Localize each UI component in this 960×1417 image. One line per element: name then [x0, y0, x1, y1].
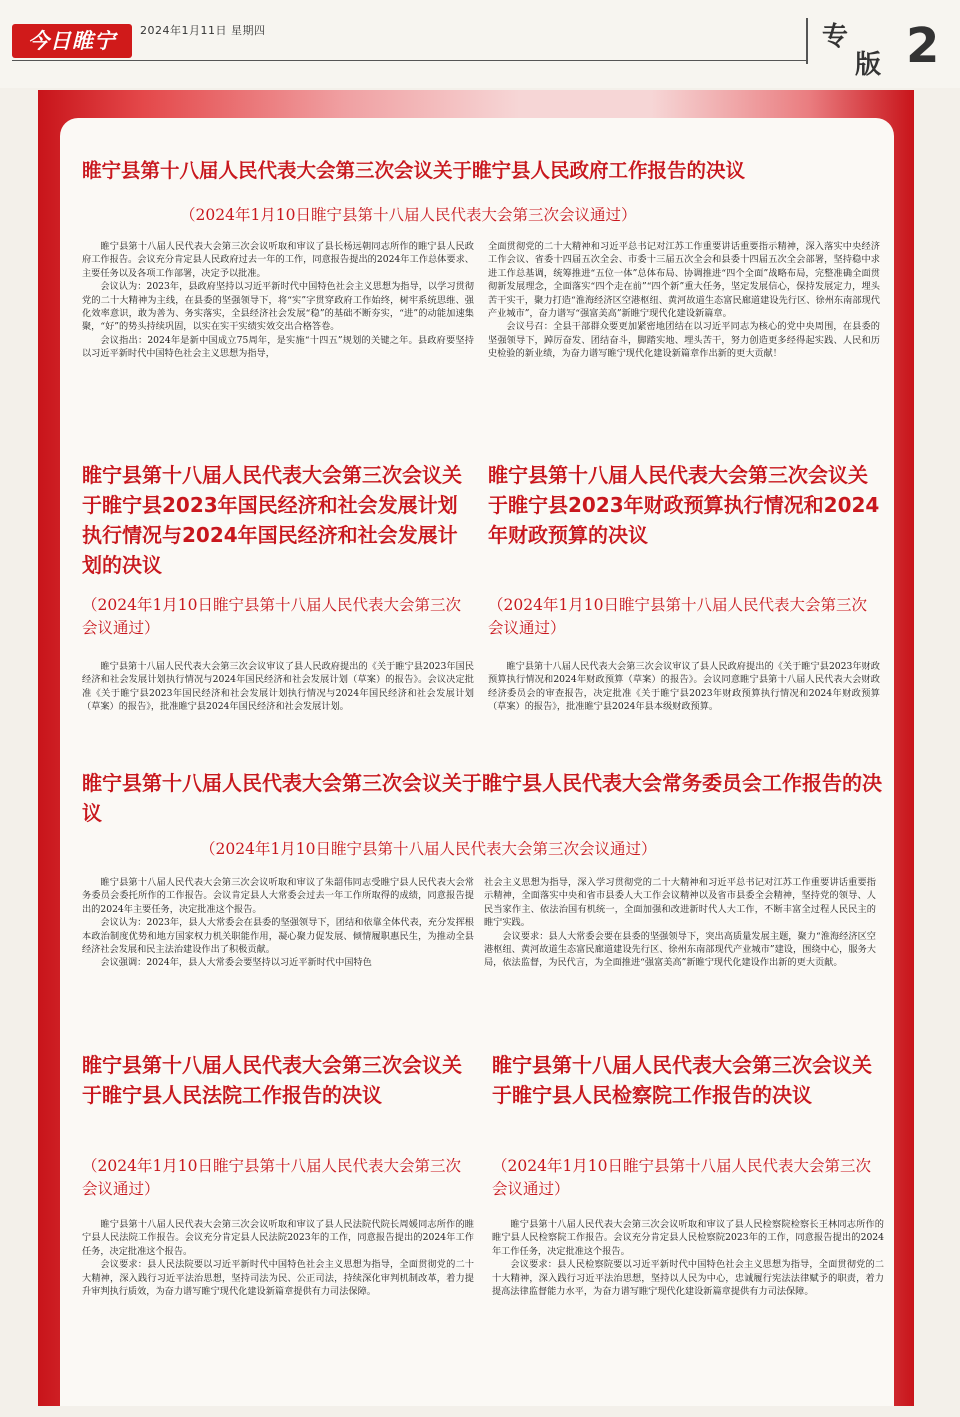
- article-body-economic-plan: [82, 660, 474, 714]
- article-body-government-report-left: [82, 240, 474, 361]
- paragraph: 会议认为：2023年，县政府坚持以习近平新时代中国特色社会主义思想为指导，以学习贯彻党的二十大精神为主线，在县委的坚强领导下，将“实”字贯穿政府工作始终，树牢系统思维、强化效率意识，敢为善为、务实落实，全县经济社会发展“稳”的基础不断夯实，“进”的动能加速集聚，“好”的势头持续巩固，以实在实干实绩实效交出合格答卷。: [82, 281, 474, 333]
- article-body-procuratorate-report: [492, 1218, 884, 1298]
- paragraph: 睢宁县第十八届人民代表大会第三次会议听取和审议了县人民法院代院长周媛同志所作的睢宁县人民法院工作报告。会议充分肯定县人民法院2023年的工作，同意报告提出的2024年工作任务，决定批准这个报告。: [82, 1219, 474, 1257]
- paragraph: 睢宁县第十八届人民代表大会第三次会议听取和审议了朱韶伟同志受睢宁县人民代表大会常务委员会委托所作的工作报告。会议肯定县人大常委会过去一年工作所取得的成绩，同意报告提出的2024年主要任务，决定批准这个报告。: [82, 877, 474, 915]
- article-body-fiscal-budget: [488, 660, 880, 714]
- paragraph: 会议要求：县人民检察院要以习近平新时代中国特色社会主义思想为指导，全面贯彻党的二十大精神，深入践行习近平法治思想，坚持以人民为中心，忠诚履行宪法法律赋予的职责，着力提高法律监督能力水平，为奋力谱写睢宁现代化建设新篇章提供有力司法保障。: [492, 1259, 884, 1298]
- page-header: [0, 0, 960, 88]
- newspaper-logo: 今日睢宁: [12, 24, 132, 58]
- article-subtitle-standing-committee: （2024年1月10日睢宁县第十八届人民代表大会第三次会议通过）: [200, 840, 657, 858]
- article-body-standing-committee-right: [484, 876, 876, 970]
- paragraph: 会议号召：全县干部群众要更加紧密地团结在以习近平同志为核心的党中央周围，在县委的坚强领导下，踔厉奋发、团结奋斗，脚踏实地、埋头苦干，努力创造更多经得起实践、人民和历史检验的新业绩，为奋力谱写睢宁现代化建设新篇章作出新的更大贡献！: [488, 321, 880, 360]
- article-subtitle-court-report: （2024年1月10日睢宁县第十八届人民代表大会第三次会议通过）: [82, 1157, 462, 1198]
- issue-date: 2024年1月11日 星期四: [140, 24, 266, 37]
- article-title-government-report: 睢宁县第十八届人民代表大会第三次会议关于睢宁县人民政府工作报告的决议: [82, 159, 746, 182]
- paragraph: 睢宁县第十八届人民代表大会第三次会议听取和审议了县人民检察院检察长王林同志所作的睢宁县人民检察院工作报告。会议充分肯定县人民检察院2023年的工作，同意报告提出的2024年工作任务，决定批准这个报告。: [492, 1219, 884, 1257]
- article-title-fiscal-budget: 睢宁县第十八届人民代表大会第三次会议关于睢宁县2023年财政预算执行情况和2024年财政预算的决议: [488, 463, 880, 547]
- paragraph: 会议指出：2024年是新中国成立75周年，是实施“十四五”规划的关键之年。县政府要坚持以习近平新时代中国特色社会主义思想为指导，: [82, 334, 474, 360]
- paragraph: 睢宁县第十八届人民代表大会第三次会议审议了县人民政府提出的《关于睢宁县2023年国民经济和社会发展计划执行情况与2024年国民经济和社会发展计划（草案）的报告》。会议决定批准《关于睢宁县2023年国民经济和社会发展计划执行情况与2024年国民经济和社会发展计划（草案）的报告》，批准睢宁县2024年国民经济和社会发展计划。: [82, 661, 474, 713]
- article-subtitle-procuratorate-report: （2024年1月10日睢宁县第十八届人民代表大会第三次会议通过）: [492, 1157, 872, 1198]
- article-subtitle-fiscal-budget: （2024年1月10日睢宁县第十八届人民代表大会第三次会议通过）: [488, 596, 868, 637]
- article-title-standing-committee: 睢宁县第十八届人民代表大会第三次会议关于睢宁县人民代表大会常务委员会工作报告的决议: [82, 771, 882, 825]
- header-divider: [806, 18, 808, 64]
- paragraph: 睢宁县第十八届人民代表大会第三次会议听取和审议了县长杨远朝同志所作的睢宁县人民政府工作报告。会议充分肯定县人民政府过去一年的工作，同意报告提出的2024年工作总体要求、主要任务以及各项工作部署，决定予以批准。: [82, 241, 474, 279]
- article-title-economic-plan: 睢宁县第十八届人民代表大会第三次会议关于睢宁县2023年国民经济和社会发展计划执行情况与2024年国民经济和社会发展计划的决议: [82, 463, 462, 577]
- article-title-court-report: 睢宁县第十八届人民代表大会第三次会议关于睢宁县人民法院工作报告的决议: [82, 1053, 462, 1107]
- paragraph: 睢宁县第十八届人民代表大会第三次会议审议了县人民政府提出的《关于睢宁县2023年财政预算执行情况和2024年财政预算（草案）的报告》。会议同意睢宁县第十八届人民代表大会财政经济委员会的审查报告，决定批准《关于睢宁县2023年财政预算执行情况和2024年财政预算（草案）的报告》，批准睢宁县2024年县本级财政预算。: [488, 661, 880, 713]
- article-body-court-report: [82, 1218, 474, 1298]
- page-number: 2: [906, 18, 940, 74]
- paragraph: 会议认为：2023年，县人大常委会在县委的坚强领导下，团结和依靠全体代表，充分发挥根本政治制度优势和地方国家权力机关职能作用，凝心聚力促发展、倾情履职惠民生，为推动全县经济社会发展和民主法治建设作出了积极贡献。: [82, 917, 474, 956]
- header-rule: [12, 60, 807, 61]
- article-body-government-report-right: [488, 240, 880, 361]
- article-subtitle-government-report: （2024年1月10日睢宁县第十八届人民代表大会第三次会议通过）: [180, 206, 637, 224]
- article-body-standing-committee-left: [82, 876, 474, 970]
- paragraph: 全面贯彻党的二十大精神和习近平总书记对江苏工作重要讲话重要指示精神，深入落实中央经济工作会议、省委十四届五次全会、市委十三届五次全会和县委十四届五次全会部署，坚持稳中求进工作总基调，统筹推进“五位一体”总体布局、协调推进“四个全面”战略布局，完整准确全面贯彻新发展理念，全面落实“四个走在前”“四个新”重大任务，坚定发展信心，保持发展定力，埋头苦干实干，聚力打造“淮海经济区空港枢纽、黄河故道生态富民廊道建设先行区、徐州东南部现代产业城市”，奋力谱写“强富美高”新睢宁现代化建设新篇章。: [488, 241, 880, 320]
- paragraph: 会议要求：县人大常委会要在县委的坚强领导下，突出高质量发展主题，聚力“淮海经济区空港枢纽、黄河故道生态富民廊道建设先行区、徐州东南部现代产业城市”建设，围绕中心，服务大局，依法监督，为民代言，为全面推进“强富美高”新睢宁现代化建设作出新的更大贡献。: [484, 930, 876, 969]
- article-title-procuratorate-report: 睢宁县第十八届人民代表大会第三次会议关于睢宁县人民检察院工作报告的决议: [492, 1053, 872, 1107]
- section-label-b: 版: [855, 50, 882, 80]
- paragraph: 社会主义思想为指导，深入学习贯彻党的二十大精神和习近平总书记对江苏工作重要讲话重要指示精神，全面落实中央和省市县委人大工作会议精神以及省市县委全会精神，坚持党的领导、人民当家作主、依法治国有机统一，全面加强和改进新时代人大工作，不断丰富全过程人民民主的睢宁实践。: [484, 877, 876, 929]
- section-label-a: 专: [822, 22, 849, 52]
- paragraph: 会议强调：2024年，县人大常委会要坚持以习近平新时代中国特色: [100, 957, 372, 969]
- article-subtitle-economic-plan: （2024年1月10日睢宁县第十八届人民代表大会第三次会议通过）: [82, 596, 462, 637]
- paragraph: 会议要求：县人民法院要以习近平新时代中国特色社会主义思想为指导，全面贯彻党的二十大精神，深入践行习近平法治思想，坚持司法为民、公正司法，持续深化审判机制改革，着力提升审判执行质效，为奋力谱写睢宁现代化建设新篇章提供有力司法保障。: [82, 1259, 474, 1298]
